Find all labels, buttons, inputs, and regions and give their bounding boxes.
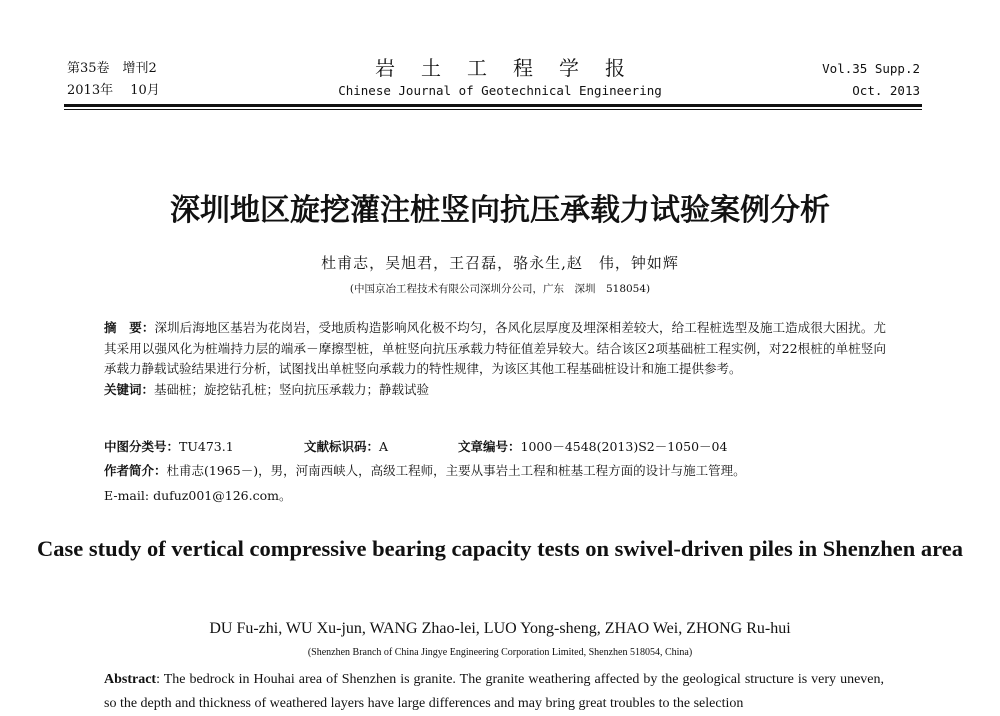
clc-label: 中图分类号： [104, 439, 180, 454]
journal-title-en: Chinese Journal of Geotechnical Engineering [338, 83, 662, 98]
doc-code-label: 文献标识码： [304, 439, 380, 454]
author-bio [104, 461, 894, 479]
volume-en: Vol.35 Supp.2 [822, 61, 920, 76]
article-title-cn: 深圳地区旋挖灌注桩竖向抗压承载力试验案例分析 [170, 193, 830, 228]
abstract-text-cn: 深圳后海地区基岩为花岗岩，受地质构造影响风化极不均匀，各风化层厚度及埋深相差较大，给工程桩选型及施工造成很大困扰。尤其采用以强风化为桩端持力层的端承－摩擦型桩，单桩竖向抗压承载力特征值差异较大。结合该区2项基础桩工程实例，对22根桩的单桩竖向承载力静载试验结果进行分析，试图找出单桩竖向承载力的特性规律，为该区其他工程基础桩设计和施工提供参考。 [104, 320, 886, 376]
affiliation-en: (Shenzhen Branch of China Jingye Engineering Corporation Limited, Shenzhen 518054, China) [307, 647, 693, 658]
clc-value: TU473.1 [179, 439, 234, 454]
abstract-en [104, 668, 884, 716]
header-rule-thick [64, 104, 922, 107]
volume-cn: 第35卷 增刊2 [67, 61, 157, 76]
abstract-label-cn: 摘 要： [104, 320, 155, 335]
header-right [822, 58, 920, 102]
classification-line [104, 437, 894, 455]
authors-cn: 杜甫志，吴旭君，王召磊，骆永生,赵 伟，钟如辉 [321, 254, 679, 272]
date-cn: 2013年 10月 [67, 83, 160, 98]
abstract-text-en: : The bedrock in Houhai area of Shenzhen is granite. The granite weathering affected by the geological structure is very uneven, so the depth and thickness of weathered layers have large differences and may bring great troubles to the selection [104, 672, 884, 711]
article-id-label: 文章编号： [458, 439, 521, 454]
email-link[interactable]: dufuz001@126.com。 [153, 488, 292, 503]
journal-title-cn: 岩土工程学报 [375, 56, 651, 80]
email-label: E-mail: [104, 488, 154, 503]
abstract-label-en: Abstract [104, 672, 157, 687]
article-id-value: 1000－4548(2013)S2－1050－04 [520, 439, 728, 454]
date-en: Oct. 2013 [852, 83, 920, 98]
header-rule-thin [64, 109, 922, 110]
keywords-label-cn: 关键词： [104, 381, 155, 397]
doc-code-value: A [379, 439, 389, 454]
article-title-en: Case study of vertical compressive bearing capacity tests on swivel-driven piles in Shenzhen area [37, 536, 963, 561]
abstract-cn [104, 318, 886, 400]
email-line [104, 486, 894, 504]
affiliation-cn: (中国京冶工程技术有限公司深圳分公司，广东 深圳 518054) [349, 283, 651, 295]
bio-text: 杜甫志(1965－)，男，河南西峡人，高级工程师，主要从事岩土工程和桩基工程方面的设计与施工管理。 [166, 463, 746, 478]
keywords-cn: 基础桩；旋挖钻孔桩；竖向抗压承载力；静载试验 [154, 381, 430, 397]
bio-label: 作者简介： [104, 463, 167, 478]
authors-en: DU Fu-zhi, WU Xu-jun, WANG Zhao-lei, LUO Yong-sheng, ZHAO Wei, ZHONG Ru-hui [209, 620, 791, 637]
